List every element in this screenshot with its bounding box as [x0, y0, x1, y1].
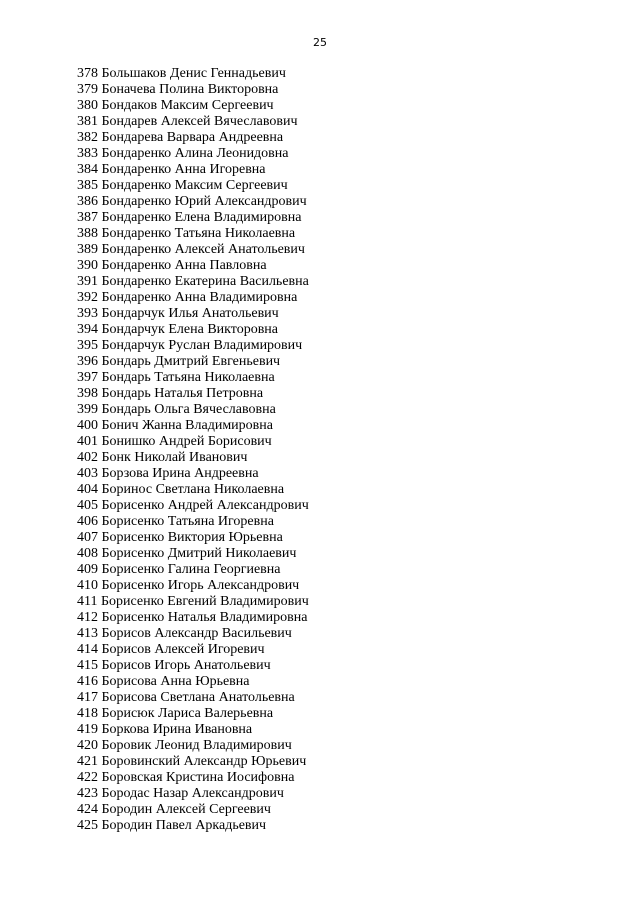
list-item: 394 Бондарчук Елена Викторовна: [77, 322, 279, 337]
list-item: 410 Борисенко Игорь Александрович: [77, 578, 300, 593]
list-item: 399 Бондарь Ольга Вячеславовна: [77, 402, 276, 417]
list-item: 415 Борисов Игорь Анатольевич: [77, 658, 271, 673]
list-item: 398 Бондарь Наталья Петровна: [77, 386, 264, 401]
list-item: 378 Большаков Денис Геннадьевич: [77, 66, 286, 81]
list-item: 390 Бондаренко Анна Павловна: [77, 258, 267, 273]
list-item: 397 Бондарь Татьяна Николаевна: [77, 370, 275, 385]
list-item: 386 Бондаренко Юрий Александрович: [77, 194, 307, 209]
list-item: 407 Борисенко Виктория Юрьевна: [77, 530, 283, 545]
list-item: 401 Бонишко Андрей Борисович: [77, 434, 272, 449]
list-item: 382 Бондарева Варвара Андреевна: [77, 130, 284, 145]
list-item: 396 Бондарь Дмитрий Евгеньевич: [77, 354, 281, 369]
list-item: 421 Боровинский Александр Юрьевич: [77, 754, 307, 769]
list-item: 424 Бородин Алексей Сергеевич: [77, 802, 271, 817]
list-item: 384 Бондаренко Анна Игоревна: [77, 162, 266, 177]
list-item: 422 Боровская Кристина Иосифовна: [77, 770, 295, 785]
list-item: 391 Бондаренко Екатерина Васильевна: [77, 274, 309, 289]
list-item: 393 Бондарчук Илья Анатольевич: [77, 306, 279, 321]
list-item: 395 Бондарчук Руслан Владимирович: [77, 338, 303, 353]
list-item: 381 Бондарев Алексей Вячеславович: [77, 114, 298, 129]
list-item: 379 Боначева Полина Викторовна: [77, 82, 279, 97]
list-item: 417 Борисова Светлана Анатольевна: [77, 690, 295, 705]
list-item: 400 Бонич Жанна Владимировна: [77, 418, 273, 433]
list-item: 413 Борисов Александр Васильевич: [77, 626, 292, 641]
list-item: 412 Борисенко Наталья Владимировна: [77, 610, 308, 625]
list-item: 402 Бонк Николай Иванович: [77, 450, 248, 465]
list-item: 406 Борисенко Татьяна Игоревна: [77, 514, 274, 529]
page-number: 25: [313, 36, 327, 49]
list-item: 392 Бондаренко Анна Владимировна: [77, 290, 298, 305]
list-item: 404 Боринос Светлана Николаевна: [77, 482, 285, 497]
list-item: 425 Бородин Павел Аркадьевич: [77, 818, 267, 833]
list-item: 418 Борисюк Лариса Валерьевна: [77, 706, 274, 721]
list-item: 416 Борисова Анна Юрьевна: [77, 674, 250, 689]
list-item: 380 Бондаков Максим Сергеевич: [77, 98, 274, 113]
list-item: 403 Борзова Ирина Андреевна: [77, 466, 259, 481]
list-item: 423 Бородас Назар Александрович: [77, 786, 284, 801]
list-item: 411 Борисенко Евгений Владимирович: [77, 594, 309, 609]
list-item: 419 Боркова Ирина Ивановна: [77, 722, 253, 737]
list-item: 385 Бондаренко Максим Сергеевич: [77, 178, 288, 193]
list-item: 408 Борисенко Дмитрий Николаевич: [77, 546, 297, 561]
list-item: 405 Борисенко Андрей Александрович: [77, 498, 309, 513]
list-item: 414 Борисов Алексей Игоревич: [77, 642, 265, 657]
list-item: 389 Бондаренко Алексей Анатольевич: [77, 242, 305, 257]
list-item: 420 Боровик Леонид Владимирович: [77, 738, 292, 753]
list-item: 388 Бондаренко Татьяна Николаевна: [77, 226, 296, 241]
list-item: 387 Бондаренко Елена Владимировна: [77, 210, 302, 225]
list-item: 409 Борисенко Галина Георгиевна: [77, 562, 281, 577]
list-item: 383 Бондаренко Алина Леонидовна: [77, 146, 289, 161]
name-list: [77, 66, 309, 834]
